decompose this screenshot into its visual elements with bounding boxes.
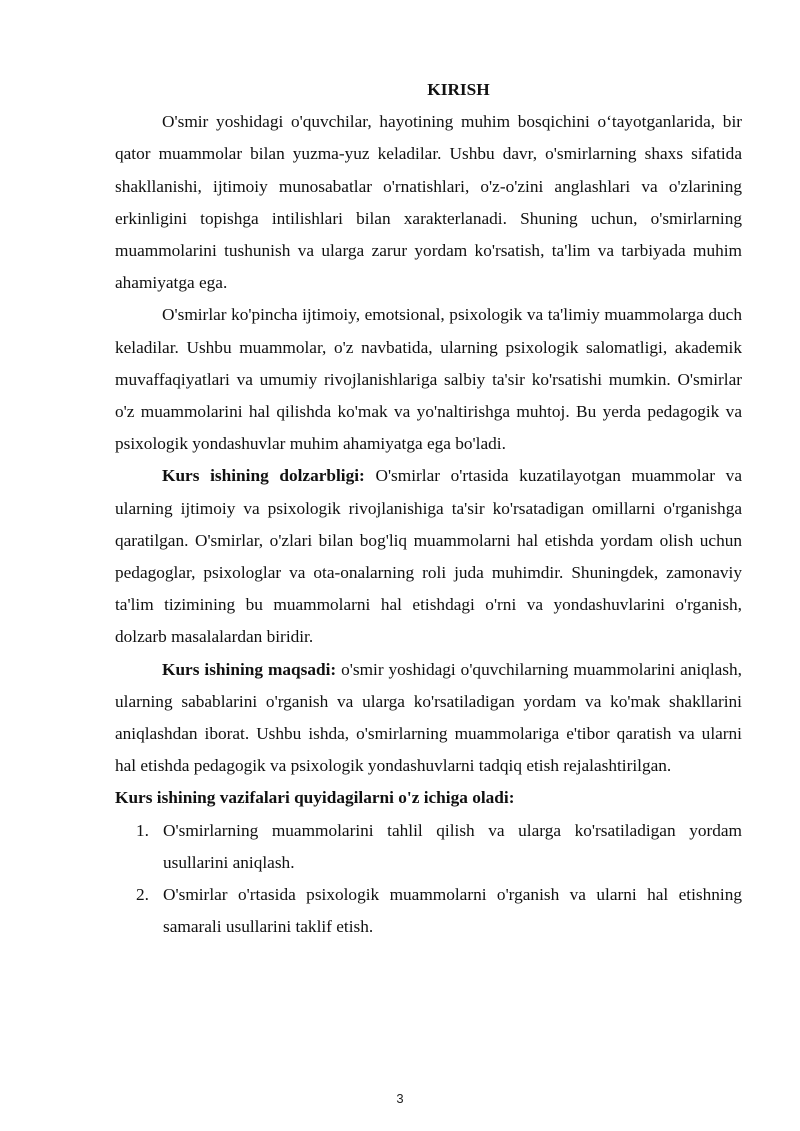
relevance-label: Kurs ishining dolzarbligi: bbox=[162, 466, 365, 486]
paragraph-text: o'smir yoshidagi o'quvchilarning muammolarini aniqlash, ularning sabablarini o'rganish va ularga ko'rsatiladigan yordam va ko'mak shakllarini aniqlashdan iborat. Ushbu ishda, o'smirlarning muammolariga e'tibor qaratish va ularni hal etishda pedagogik va psixologik yondashuvlarni tadqiq etish rejalashtirilgan. bbox=[115, 659, 742, 776]
document-page bbox=[115, 74, 742, 943]
paragraph-text: O'smirlar ko'pincha ijtimoiy, emotsional, psixologik va ta'limiy muammolarga duch keladilar. Ushbu muammolar, o'z navbatida, ularning psixologik salomatligi, akademik muvaffaqiyatlari va umumiy rivojlanishlariga salbiy ta'sir ko'rsatishi mumkin. O'smirlar o'z muammolarini hal qilishda ko'mak va yo'naltirishga muhtoj. Bu yerda pedagogik va psixologik yondashuvlar muhim ahamiyatga ega bo'ladi. bbox=[115, 305, 742, 454]
list-item-text: O'smirlarning muammolarini tahlil qilish va ularga ko'rsatiladigan yordam usullarini aniqlash. bbox=[163, 820, 742, 872]
intro-paragraph-1 bbox=[115, 106, 742, 299]
paragraph-text: O'smir yoshidagi o'quvchilar, hayotining muhim bosqichini o‘tayotganlarida, bir qator muammolar bilan yuzma-yuz keladilar. Ushbu davr, o'smirlarning shaxs sifatida shakllanishi, ijtimoiy munosabatlar o'rnatishlari, o'z-o'zini anglashlari va o'zlarining erkinligini topishga intilishlari bilan xarakterlanadi. Shuning uchun, o'smirlarning muammolarini tushunish va ularga zarur yordam ko'rsatish, ta'lim va tarbiyada muhim ahamiyatga ega. bbox=[115, 112, 742, 293]
goal-paragraph bbox=[115, 654, 742, 783]
page-number: 3 bbox=[396, 1091, 404, 1106]
intro-paragraph-2 bbox=[115, 299, 742, 460]
relevance-paragraph bbox=[115, 460, 742, 653]
goal-label: Kurs ishining maqsadi: bbox=[162, 659, 337, 679]
list-item-text: O'smirlar o'rtasida psixologik muammolarni o'rganish va ularni hal etishning samarali usullarini taklif etish. bbox=[163, 885, 742, 937]
paragraph-text: O'smirlar o'rtasida kuzatilayotgan muammolar va ularning ijtimoiy va psixologik rivojlanishiga ta'sir ko'rsatadigan omillarni o'rganishga qaratilgan. O'smirlar, o'zlari bilan bog'liq muammolarni hal etishda yordam olish uchun pedagoglar, psixologlar va ota-onalarning roli juda muhimdir. Shuningdek, zamonaviy ta'lim tizimining bu muammolarni hal etishdagi o'rni va yondashuvlarini o'rganish, dolzarb masalalardan biridir. bbox=[115, 466, 742, 647]
section-title: KIRISH bbox=[427, 80, 490, 99]
list-item bbox=[115, 879, 742, 943]
list-item-number: 1. bbox=[136, 820, 149, 840]
list-item-number: 2. bbox=[136, 885, 149, 905]
list-item bbox=[115, 815, 742, 879]
tasks-list bbox=[115, 815, 742, 944]
tasks-heading: Kurs ishining vazifalari quyidagilarni o'z ichiga oladi: bbox=[115, 788, 515, 808]
